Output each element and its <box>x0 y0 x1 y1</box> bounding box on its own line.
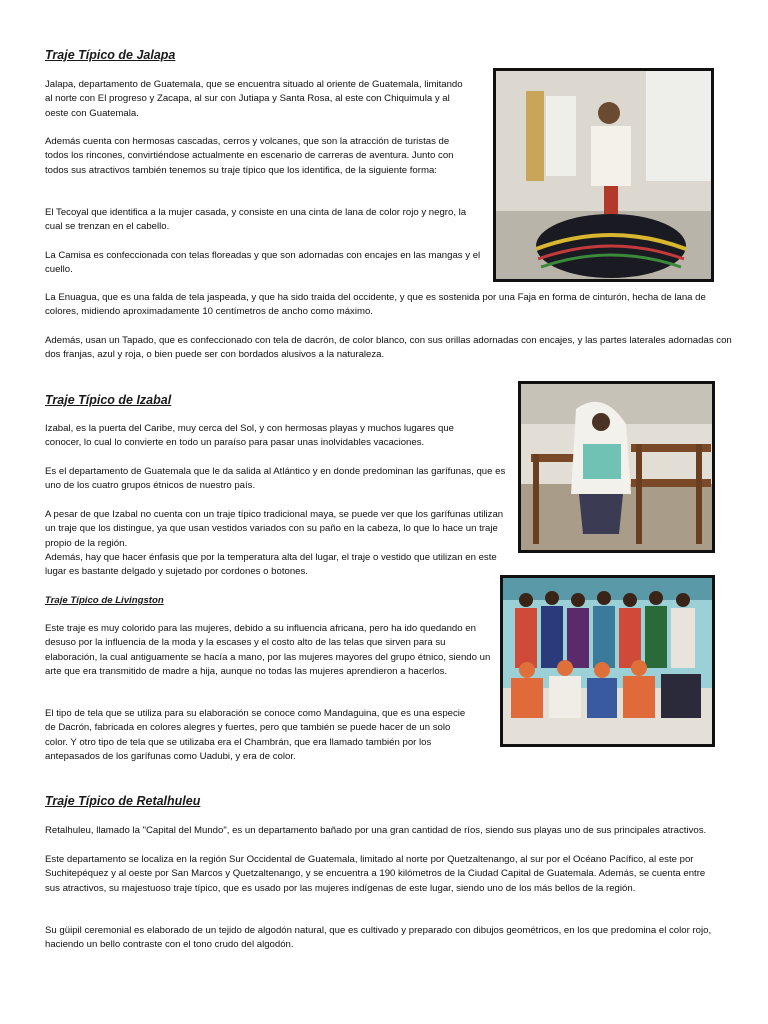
izabal-garifuna-woman-photo <box>518 381 715 553</box>
jalapa-attractions-paragraph: Además cuenta con hermosas cascadas, cerros y volcanes, que son la atracción de turistas de todos los rincones, convirtiéndose actualmente en escenario de carreras de aventura. Junto con todos sus atractivos también tenemos su traje típico que los identifica, de la siguiente forma: <box>45 136 454 176</box>
jalapa-tapado-paragraph: Además, usan un Tapado, que es confeccionado con tela de dacrón, de color blanco, con sus orillas adornadas con encajes, y las partes laterales adornadas con dos franjas, azul y roja, o bien puede ser con bordados alusivos a la naturaleza. <box>45 335 732 361</box>
izabal-atlantic-paragraph: Es el departamento de Guatemala que le da salida al Atlántico y en donde predominan las garífunas, que es uno de los cuatro grupos étnicos de nuestro país. <box>45 466 506 492</box>
izabal-title: Traje Típico de Izabal <box>45 393 172 407</box>
livingston-colorido-paragraph: Este traje es muy colorido para las mujeres, debido a su influencia africana, pero ha ido quedando en desuso por la influencia de la moda y la escases y el costo alto de las telas que sirven para su elaboración, la cual antiguamente se hacía a mano, por las mujeres mayores del grupo étnico, siendo un arte que era transmitido de madre a hija, aunque no todas las mujeres aprendieron a hacerlos. <box>45 623 491 677</box>
livingston-subtitle: Traje Típico de Livingston <box>45 595 164 606</box>
izabal-intro-paragraph: Izabal, es la puerta del Caribe, muy cerca del Sol, y con hermosas playas y muchos lugares que conocer, lo cual lo convierte en todo un paraíso para pasar unas inolvidables vacaciones. <box>45 423 455 449</box>
retalhuleu-guipil-paragraph: Su güipil ceremonial es elaborado de un tejido de algodón natural, que es cultivado y preparado con dibujos geométricos, en los que predomina el color rojo, haciendo un bello contraste con el tono crudo del algodón. <box>45 925 712 951</box>
jalapa-title: Traje Típico de Jalapa <box>45 48 176 62</box>
jalapa-tecoyal-paragraph: El Tecoyal que identifica a la mujer casada, y consiste en una cinta de lana de color rojo y negro, la cual se trenzan en el cabello. <box>45 207 467 233</box>
jalapa-dancers-photo <box>493 68 714 282</box>
jalapa-intro-paragraph: Jalapa, departamento de Guatemala, que se encuentra situado al oriente de Guatemala, limitando al norte con El progreso y Zacapa, al sur con Jutiapa y Santa Rosa, al este con Chiquimula y al oeste con Guatemala. <box>45 79 463 119</box>
livingston-group-photo <box>500 575 715 747</box>
izabal-traje-paragraph: A pesar de que Izabal no cuenta con un traje típico tradicional maya, se puede ver que los garífunas utilizan un traje que los distingue, ya que usan vestidos variados con su paño en la cabeza, lo que lo hace un traje propio de la región. <box>45 509 504 549</box>
livingston-tela-paragraph: El tipo de tela que se utiliza para su elaboración se conoce como Mandaguina, que es una especie de Dacrón, fabricada en colores alegres y fuertes, pero que también se puede hacer de un solo color. Y otro tipo de tela que se utilizaba era el Chambrán, que era llamado también por los antepasados de los garífunas como Uadubi, y era de color. <box>45 708 466 762</box>
retalhuleu-intro-paragraph: Retalhuleu, llamado la "Capital del Mundo", es un departamento bañado por una gran cantidad de ríos, siendo sus playas uno de sus principales atractivos. <box>45 825 707 836</box>
jalapa-camisa-paragraph: La Camisa es confeccionada con telas floreadas y que son adornadas con encajes en las mangas y el cuello. <box>45 250 481 276</box>
jalapa-enuagua-paragraph: La Enuagua, que es una falda de tela jaspeada, y que ha sido traida del occidente, y que es sostenida por una Faja en forma de cinturón, hecha de lana de colores, midiendo aproximadamente 10 centímetros de ancho como máximo. <box>45 292 706 318</box>
izabal-temperature-paragraph: Además, hay que hacer énfasis que por la temperatura alta del lugar, el traje o vestido que utilizan en este lugar es bastante delgado y sujetado por cordones o botones. <box>45 552 497 578</box>
retalhuleu-title: Traje Típico de Retalhuleu <box>45 794 201 808</box>
retalhuleu-location-paragraph: Este departamento se localiza en la región Sur Occidental de Guatemala, limitado al norte por Quetzaltenango, al sur por el Océano Pacífico, al este por Suchitepéquez y al oeste por San Marcos y Quetzaltenango, y se encuentra a 190 kilómetros de la Ciudad Capital de Guatemala. Además, se cuenta entre sus atractivos, su majestuoso traje típico, que es usado por las mujeres indígenas de este lugar, siendo uno de los más bellos de la región. <box>45 854 706 894</box>
